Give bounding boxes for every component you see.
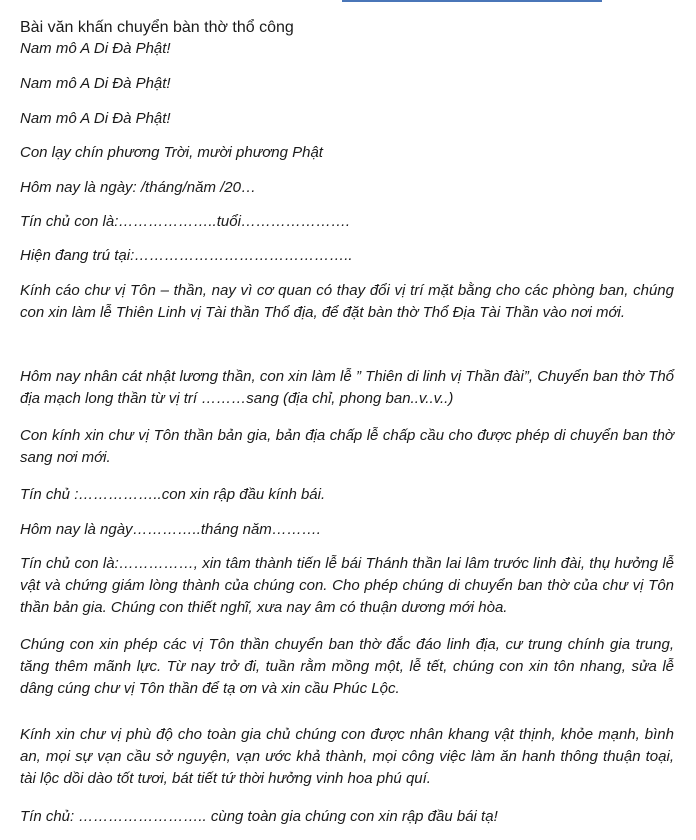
paragraph-6: Tín chủ con là:………………..tuổi…………………. [20, 213, 351, 230]
paragraph-10: Con kính xin chư vị Tôn thần bản gia, bản địa chấp lễ chấp cầu cho được phép di chuyển ban thờ sang nơi mới. [20, 427, 674, 466]
paragraph-8: Kính cáo chư vị Tôn – thần, nay vì cơ quan có thay đổi vị trí mặt bằng cho các phòng ban, chúng con xin làm lễ Thiên Linh vị Tài thần Thổ địa, để đặt bàn thờ Thổ Địa Tài Thần vào nơi mới. [20, 282, 674, 321]
paragraph-13: Tín chủ con là:……………, xin tâm thành tiến lễ bái Thánh thần lai lâm trước linh đài, thụ hưởng lễ vật và chứng giám lòng thành của chúng con. Cho phép chúng di chuyển ban thờ của chư vị Tôn thần bản gia. Chúng con thiết nghĩ, xưa nay âm có thuận dương mới hòa. [20, 555, 674, 616]
paragraph-15: Kính xin chư vị phù độ cho toàn gia chủ chúng con được nhân khang vật thịnh, khỏe mạnh, bình an, mọi sự vạn cầu sở nguyện, vạn ước khả thành, mọi công việc làm ăn hanh thông thuận toại, tài lộc dồi dào tốt tươi, bát tiết tứ thời hưởng vinh hoa phú quí. [20, 726, 674, 787]
paragraph-16: Tín chủ: …………………….. cùng toàn gia chúng con xin rập đầu bái tạ! [20, 808, 498, 825]
paragraph-1: Nam mô A Di Đà Phật! [20, 40, 171, 57]
paragraph-11: Tín chủ :……………..con xin rập đầu kính bái. [20, 486, 326, 503]
paragraph-3: Nam mô A Di Đà Phật! [20, 110, 171, 127]
paragraph-9: Hôm nay nhân cát nhật lương thần, con xin làm lễ ” Thiên di linh vị Thần đài”, Chuyển ban thờ Thổ địa mạch long thần từ vị trí ………sang (địa chỉ, phong ban..v..v..) [20, 368, 674, 407]
document-title: Bài văn khấn chuyển bàn thờ thổ công [20, 19, 294, 36]
paragraph-14: Chúng con xin phép các vị Tôn thần chuyển ban thờ đắc đáo linh địa, cư trung chính gia trung, tăng thêm mãnh lực. Từ nay trở đi, tuần rằm mồng một, lễ tết, chúng con xin tôn nhang, sửa lễ dâng cúng chư vị Tôn thần để tạ ơn và xin cầu Phúc Lộc. [20, 636, 674, 697]
top-accent-bar [342, 0, 602, 2]
paragraph-4: Con lạy chín phương Trời, mười phương Phật [20, 144, 323, 161]
paragraph-7: Hiện đang trú tại:…………………………………….. [20, 247, 353, 264]
paragraph-2: Nam mô A Di Đà Phật! [20, 75, 171, 92]
paragraph-12: Hôm nay là ngày…………..tháng năm………. [20, 521, 321, 538]
paragraph-5: Hôm nay là ngày: /tháng/năm /20… [20, 179, 256, 196]
